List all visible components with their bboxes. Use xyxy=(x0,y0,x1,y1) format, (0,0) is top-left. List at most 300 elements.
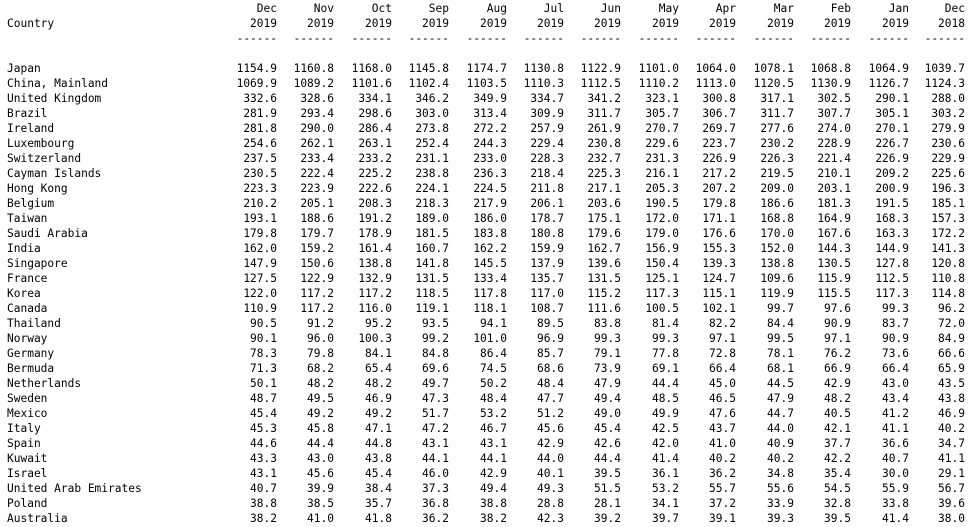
country-cell: France xyxy=(7,272,48,285)
value-cell: 1069.9 xyxy=(236,77,277,90)
value-cell: 45.0 xyxy=(709,377,736,390)
value-cell: 41.4 xyxy=(652,452,679,465)
value-cell: 110.8 xyxy=(931,272,965,285)
value-cell: 41.1 xyxy=(882,422,909,435)
table-row xyxy=(0,211,972,226)
value-cell: 45.4 xyxy=(250,407,277,420)
value-cell: 96.2 xyxy=(938,302,965,315)
value-cell: 233.4 xyxy=(300,152,334,165)
value-cell: 223.3 xyxy=(243,182,277,195)
column-header xyxy=(686,1,736,46)
value-cell: 332.6 xyxy=(243,92,277,105)
value-cell: 44.5 xyxy=(767,377,794,390)
column-header xyxy=(629,1,679,46)
column-header-year: 2018 xyxy=(938,17,965,30)
value-cell: 334.1 xyxy=(358,92,392,105)
value-cell: 257.9 xyxy=(530,122,564,135)
value-cell: 162.0 xyxy=(243,242,277,255)
value-cell: 32.8 xyxy=(824,497,851,510)
value-cell: 179.0 xyxy=(645,227,679,240)
value-cell: 89.5 xyxy=(537,317,564,330)
country-cell: Australia xyxy=(7,512,68,525)
value-cell: 1113.0 xyxy=(695,77,736,90)
table-row xyxy=(0,481,972,496)
value-cell: 95.2 xyxy=(365,317,392,330)
value-cell: 230.2 xyxy=(760,137,794,150)
column-header-month: Feb xyxy=(830,2,851,15)
value-cell: 41.1 xyxy=(938,452,965,465)
value-cell: 33.8 xyxy=(882,497,909,510)
value-cell: 96.9 xyxy=(537,332,564,345)
value-cell: 42.9 xyxy=(480,467,507,480)
value-cell: 229.4 xyxy=(530,137,564,150)
value-cell: 40.5 xyxy=(824,407,851,420)
value-cell: 181.5 xyxy=(415,227,449,240)
value-cell: 238.8 xyxy=(415,167,449,180)
value-cell: 41.0 xyxy=(709,437,736,450)
country-cell: Germany xyxy=(7,347,55,360)
value-cell: 306.7 xyxy=(702,107,736,120)
value-cell: 217.2 xyxy=(702,167,736,180)
value-cell: 78.3 xyxy=(250,347,277,360)
value-cell: 334.7 xyxy=(530,92,564,105)
column-header-underline: ------ xyxy=(924,32,965,45)
value-cell: 180.8 xyxy=(530,227,564,240)
value-cell: 47.9 xyxy=(594,377,621,390)
value-cell: 162.7 xyxy=(587,242,621,255)
value-cell: 33.9 xyxy=(767,497,794,510)
value-cell: 36.1 xyxy=(652,467,679,480)
value-cell: 288.0 xyxy=(931,92,965,105)
value-cell: 110.9 xyxy=(243,302,277,315)
value-cell: 43.1 xyxy=(422,437,449,450)
value-cell: 137.9 xyxy=(530,257,564,270)
value-cell: 43.0 xyxy=(882,377,909,390)
table-row xyxy=(0,496,972,511)
value-cell: 115.9 xyxy=(817,272,851,285)
value-cell: 86.4 xyxy=(480,347,507,360)
value-cell: 85.7 xyxy=(537,347,564,360)
value-cell: 83.7 xyxy=(882,317,909,330)
value-cell: 1126.7 xyxy=(868,77,909,90)
value-cell: 127.5 xyxy=(243,272,277,285)
column-header-month: Jun xyxy=(600,2,621,15)
table-row xyxy=(0,436,972,451)
value-cell: 43.1 xyxy=(480,437,507,450)
value-cell: 210.1 xyxy=(817,167,851,180)
table-row xyxy=(0,61,972,76)
value-cell: 73.9 xyxy=(594,362,621,375)
value-cell: 263.1 xyxy=(358,137,392,150)
value-cell: 97.6 xyxy=(824,302,851,315)
value-cell: 34.7 xyxy=(938,437,965,450)
value-cell: 47.1 xyxy=(365,422,392,435)
value-cell: 90.5 xyxy=(250,317,277,330)
value-cell: 1174.7 xyxy=(466,62,507,75)
value-cell: 47.6 xyxy=(709,407,736,420)
value-cell: 36.2 xyxy=(709,467,736,480)
value-cell: 262.1 xyxy=(300,137,334,150)
value-cell: 46.7 xyxy=(480,422,507,435)
value-cell: 152.0 xyxy=(760,242,794,255)
value-cell: 48.4 xyxy=(480,392,507,405)
value-cell: 219.5 xyxy=(760,167,794,180)
value-cell: 48.2 xyxy=(824,392,851,405)
value-cell: 230.6 xyxy=(931,137,965,150)
value-cell: 196.3 xyxy=(931,182,965,195)
table-row xyxy=(0,376,972,391)
value-cell: 1103.5 xyxy=(466,77,507,90)
value-cell: 44.1 xyxy=(480,452,507,465)
country-cell: Korea xyxy=(7,287,41,300)
value-cell: 46.9 xyxy=(365,392,392,405)
value-cell: 84.9 xyxy=(938,332,965,345)
value-cell: 244.3 xyxy=(473,137,507,150)
value-cell: 43.7 xyxy=(709,422,736,435)
value-cell: 286.4 xyxy=(358,122,392,135)
value-cell: 145.5 xyxy=(473,257,507,270)
value-cell: 261.9 xyxy=(587,122,621,135)
value-cell: 90.1 xyxy=(250,332,277,345)
column-header-underline: ------ xyxy=(695,32,736,45)
value-cell: 208.3 xyxy=(358,197,392,210)
value-cell: 43.8 xyxy=(365,452,392,465)
value-cell: 138.8 xyxy=(358,257,392,270)
value-cell: 97.1 xyxy=(709,332,736,345)
country-cell: Taiwan xyxy=(7,212,48,225)
value-cell: 37.7 xyxy=(824,437,851,450)
column-header-month: Dec xyxy=(256,2,277,15)
value-cell: 225.3 xyxy=(587,167,621,180)
value-cell: 1130.9 xyxy=(810,77,851,90)
value-cell: 229.9 xyxy=(931,152,965,165)
table-row xyxy=(0,196,972,211)
value-cell: 1124.3 xyxy=(924,77,965,90)
value-cell: 100.5 xyxy=(645,302,679,315)
value-cell: 178.7 xyxy=(530,212,564,225)
value-cell: 156.9 xyxy=(645,242,679,255)
value-cell: 39.5 xyxy=(594,467,621,480)
value-cell: 48.5 xyxy=(652,392,679,405)
value-cell: 38.8 xyxy=(250,497,277,510)
country-cell: Brazil xyxy=(7,107,48,120)
value-cell: 185.1 xyxy=(931,197,965,210)
value-cell: 109.6 xyxy=(760,272,794,285)
value-cell: 40.1 xyxy=(537,467,564,480)
value-cell: 216.1 xyxy=(645,167,679,180)
value-cell: 49.2 xyxy=(365,407,392,420)
value-cell: 43.8 xyxy=(938,392,965,405)
value-cell: 281.9 xyxy=(243,107,277,120)
value-cell: 302.5 xyxy=(817,92,851,105)
column-header-year: 2019 xyxy=(250,17,277,30)
value-cell: 51.7 xyxy=(422,407,449,420)
value-cell: 39.1 xyxy=(709,512,736,525)
value-cell: 224.1 xyxy=(415,182,449,195)
value-cell: 119.1 xyxy=(415,302,449,315)
value-cell: 179.6 xyxy=(587,227,621,240)
column-header-year: 2019 xyxy=(652,17,679,30)
value-cell: 1168.0 xyxy=(351,62,392,75)
column-header-underline: ------ xyxy=(580,32,621,45)
value-cell: 55.9 xyxy=(882,482,909,495)
value-cell: 270.7 xyxy=(645,122,679,135)
column-header-underline: ------ xyxy=(293,32,334,45)
country-cell: Hong Kong xyxy=(7,182,68,195)
value-cell: 229.6 xyxy=(645,137,679,150)
value-cell: 42.9 xyxy=(824,377,851,390)
column-header-month: Oct xyxy=(371,2,392,15)
value-cell: 72.8 xyxy=(709,347,736,360)
value-cell: 68.2 xyxy=(307,362,334,375)
country-cell: United Arab Emirates xyxy=(7,482,142,495)
value-cell: 65.9 xyxy=(938,362,965,375)
value-cell: 144.9 xyxy=(875,242,909,255)
value-cell: 36.8 xyxy=(422,497,449,510)
value-cell: 39.7 xyxy=(652,512,679,525)
column-header-year: 2019 xyxy=(480,17,507,30)
column-header xyxy=(399,1,449,46)
value-cell: 45.4 xyxy=(365,467,392,480)
value-cell: 133.4 xyxy=(473,272,507,285)
value-cell: 38.4 xyxy=(365,482,392,495)
value-cell: 51.5 xyxy=(594,482,621,495)
value-cell: 218.4 xyxy=(530,167,564,180)
value-cell: 99.7 xyxy=(767,302,794,315)
country-cell: Saudi Arabia xyxy=(7,227,88,240)
value-cell: 209.2 xyxy=(875,167,909,180)
country-cell: Thailand xyxy=(7,317,61,330)
value-cell: 78.1 xyxy=(767,347,794,360)
value-cell: 73.6 xyxy=(882,347,909,360)
value-cell: 203.6 xyxy=(587,197,621,210)
value-cell: 183.8 xyxy=(473,227,507,240)
value-cell: 328.6 xyxy=(300,92,334,105)
country-cell: India xyxy=(7,242,41,255)
value-cell: 48.4 xyxy=(537,377,564,390)
value-cell: 172.2 xyxy=(931,227,965,240)
value-cell: 303.2 xyxy=(931,107,965,120)
value-cell: 172.0 xyxy=(645,212,679,225)
value-cell: 1064.0 xyxy=(695,62,736,75)
value-cell: 188.6 xyxy=(300,212,334,225)
table-row xyxy=(0,241,972,256)
value-cell: 205.1 xyxy=(300,197,334,210)
table-row xyxy=(0,271,972,286)
value-cell: 233.0 xyxy=(473,152,507,165)
column-header xyxy=(859,1,909,46)
value-cell: 178.9 xyxy=(358,227,392,240)
value-cell: 226.9 xyxy=(702,152,736,165)
value-cell: 221.4 xyxy=(817,152,851,165)
value-cell: 44.1 xyxy=(422,452,449,465)
column-header-year: 2019 xyxy=(709,17,736,30)
value-cell: 84.4 xyxy=(767,317,794,330)
value-cell: 42.3 xyxy=(537,512,564,525)
value-cell: 346.2 xyxy=(415,92,449,105)
value-cell: 181.3 xyxy=(817,197,851,210)
value-cell: 211.8 xyxy=(530,182,564,195)
value-cell: 323.1 xyxy=(645,92,679,105)
value-cell: 108.7 xyxy=(530,302,564,315)
column-header-underline: ------ xyxy=(868,32,909,45)
table-row xyxy=(0,361,972,376)
value-cell: 157.3 xyxy=(931,212,965,225)
value-cell: 307.7 xyxy=(817,107,851,120)
value-cell: 43.5 xyxy=(938,377,965,390)
value-cell: 191.2 xyxy=(358,212,392,225)
value-cell: 179.8 xyxy=(702,197,736,210)
value-cell: 1064.9 xyxy=(868,62,909,75)
value-cell: 42.9 xyxy=(537,437,564,450)
value-cell: 1160.8 xyxy=(293,62,334,75)
value-cell: 209.0 xyxy=(760,182,794,195)
value-cell: 44.4 xyxy=(652,377,679,390)
value-cell: 226.9 xyxy=(875,152,909,165)
value-cell: 38.2 xyxy=(480,512,507,525)
value-cell: 40.7 xyxy=(882,452,909,465)
column-header-month: Nov xyxy=(313,2,334,15)
value-cell: 132.9 xyxy=(358,272,392,285)
country-column-header: Country xyxy=(7,17,55,30)
value-cell: 305.7 xyxy=(645,107,679,120)
value-cell: 35.7 xyxy=(365,497,392,510)
value-cell: 116.0 xyxy=(358,302,392,315)
value-cell: 42.6 xyxy=(594,437,621,450)
value-cell: 117.0 xyxy=(530,287,564,300)
value-cell: 83.8 xyxy=(594,317,621,330)
value-cell: 270.1 xyxy=(875,122,909,135)
country-cell: Poland xyxy=(7,497,48,510)
value-cell: 269.7 xyxy=(702,122,736,135)
table-row xyxy=(0,121,972,136)
column-header xyxy=(457,1,507,46)
country-cell: Cayman Islands xyxy=(7,167,102,180)
value-cell: 290.1 xyxy=(875,92,909,105)
country-cell: Luxembourg xyxy=(7,137,75,150)
column-header-underline: ------ xyxy=(408,32,449,45)
value-cell: 117.3 xyxy=(645,287,679,300)
column-header xyxy=(284,1,334,46)
value-cell: 41.8 xyxy=(365,512,392,525)
value-cell: 44.0 xyxy=(537,452,564,465)
value-cell: 224.5 xyxy=(473,182,507,195)
value-cell: 226.3 xyxy=(760,152,794,165)
column-header-month: Aug xyxy=(486,2,507,15)
value-cell: 84.8 xyxy=(422,347,449,360)
value-cell: 272.2 xyxy=(473,122,507,135)
value-cell: 167.6 xyxy=(817,227,851,240)
value-cell: 1122.9 xyxy=(580,62,621,75)
value-cell: 205.3 xyxy=(645,182,679,195)
value-cell: 179.7 xyxy=(300,227,334,240)
value-cell: 74.5 xyxy=(480,362,507,375)
value-cell: 293.4 xyxy=(300,107,334,120)
value-cell: 171.1 xyxy=(702,212,736,225)
value-cell: 170.0 xyxy=(760,227,794,240)
value-cell: 124.7 xyxy=(702,272,736,285)
value-cell: 44.4 xyxy=(594,452,621,465)
value-cell: 200.9 xyxy=(875,182,909,195)
value-cell: 112.5 xyxy=(875,272,909,285)
value-cell: 191.5 xyxy=(875,197,909,210)
country-cell: Ireland xyxy=(7,122,55,135)
country-cell: Italy xyxy=(7,422,41,435)
country-cell: Spain xyxy=(7,437,41,450)
value-cell: 34.8 xyxy=(767,467,794,480)
value-cell: 48.7 xyxy=(250,392,277,405)
value-cell: 30.0 xyxy=(882,467,909,480)
column-header-year: 2019 xyxy=(307,17,334,30)
value-cell: 163.3 xyxy=(875,227,909,240)
value-cell: 115.5 xyxy=(817,287,851,300)
value-cell: 99.3 xyxy=(652,332,679,345)
column-header xyxy=(514,1,564,46)
value-cell: 43.3 xyxy=(250,452,277,465)
value-cell: 96.0 xyxy=(307,332,334,345)
value-cell: 186.0 xyxy=(473,212,507,225)
value-cell: 82.2 xyxy=(709,317,736,330)
country-cell: Kuwait xyxy=(7,452,48,465)
column-header-month: May xyxy=(658,2,679,15)
value-cell: 150.6 xyxy=(300,257,334,270)
value-cell: 1101.6 xyxy=(351,77,392,90)
value-cell: 45.3 xyxy=(250,422,277,435)
value-cell: 49.9 xyxy=(652,407,679,420)
value-cell: 122.0 xyxy=(243,287,277,300)
value-cell: 93.5 xyxy=(422,317,449,330)
table-row xyxy=(0,226,972,241)
value-cell: 79.1 xyxy=(594,347,621,360)
value-cell: 118.5 xyxy=(415,287,449,300)
value-cell: 97.1 xyxy=(824,332,851,345)
column-header-month: Apr xyxy=(715,2,736,15)
country-cell: Mexico xyxy=(7,407,48,420)
value-cell: 100.3 xyxy=(358,332,392,345)
value-cell: 311.7 xyxy=(587,107,621,120)
value-cell: 39.9 xyxy=(307,482,334,495)
table-row xyxy=(0,136,972,151)
table-row xyxy=(0,256,972,271)
value-cell: 79.8 xyxy=(307,347,334,360)
value-cell: 281.8 xyxy=(243,122,277,135)
value-cell: 90.9 xyxy=(824,317,851,330)
value-cell: 71.3 xyxy=(250,362,277,375)
value-cell: 81.4 xyxy=(652,317,679,330)
value-cell: 159.2 xyxy=(300,242,334,255)
column-header-month: Jan xyxy=(888,2,909,15)
value-cell: 99.5 xyxy=(767,332,794,345)
value-cell: 69.6 xyxy=(422,362,449,375)
value-cell: 117.3 xyxy=(875,287,909,300)
value-cell: 349.9 xyxy=(473,92,507,105)
table-row xyxy=(0,301,972,316)
value-cell: 114.8 xyxy=(931,287,965,300)
value-cell: 99.3 xyxy=(594,332,621,345)
table-row xyxy=(0,151,972,166)
value-cell: 1089.2 xyxy=(293,77,334,90)
value-cell: 40.7 xyxy=(250,482,277,495)
value-cell: 217.9 xyxy=(473,197,507,210)
value-cell: 217.1 xyxy=(587,182,621,195)
value-cell: 117.2 xyxy=(358,287,392,300)
value-cell: 309.9 xyxy=(530,107,564,120)
value-cell: 41.0 xyxy=(307,512,334,525)
value-cell: 99.3 xyxy=(882,302,909,315)
value-cell: 41.2 xyxy=(882,407,909,420)
column-header xyxy=(915,1,965,46)
value-cell: 225.2 xyxy=(358,167,392,180)
